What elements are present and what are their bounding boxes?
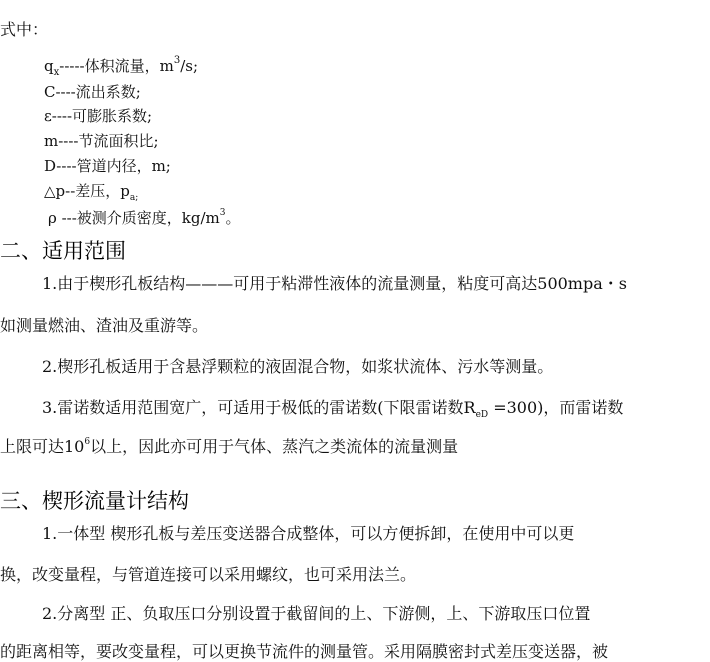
definition-rho: [48, 208, 241, 228]
symbol-q-sub: x: [53, 67, 60, 78]
section-2-p3-line2-tail: 以上，因此亦可用于气体、蒸汽之类流体的流量测量: [90, 437, 459, 456]
symbol-q: q: [44, 57, 54, 75]
section-2-p3-line1-tail: =300)，而雷诺数: [488, 398, 624, 417]
section-3-p1-line1: 1.一体型 楔形孔板与差压变送器合成整体，可以方便拆卸，在使用中可以更: [42, 524, 575, 543]
definition-rho-tail: 。: [225, 209, 241, 227]
section-2-p3-line2-text: 上限可达10: [0, 437, 85, 456]
definition-rho-exp: 3: [219, 208, 226, 218]
definition-dp-text: △p--差压，p: [44, 182, 130, 200]
definition-flow: [44, 56, 198, 76]
definition-dp-sub: a;: [129, 193, 139, 203]
definition-flow-exp: 3: [173, 55, 181, 66]
definition-dp: [44, 181, 138, 201]
power-exponent: 6: [84, 436, 91, 447]
definition-c: C----流出系数;: [44, 83, 141, 101]
section-2-heading: 二、适用范围: [0, 239, 126, 263]
intro-label: 式中：: [0, 20, 49, 39]
section-2-p3-line2: [0, 437, 458, 457]
definition-flow-unit: /s;: [180, 57, 199, 75]
section-2-p1-line2: 如测量燃油、渣油及重游等。: [0, 316, 209, 335]
section-2-p1-line1: 1.由于楔形孔板结构———可用于粘滞性液体的流量测量，粘度可高达500mpa・s: [42, 274, 627, 293]
section-2-p3-line1-text: 3.雷诺数适用范围宽广，可适用于极低的雷诺数(下限雷诺数R: [42, 398, 476, 417]
section-3-p2-line1: 2.分离型 正、负取压口分别设置于截留间的上、下游侧，上、下游取压口位置: [42, 604, 591, 623]
definition-m: m----节流面积比;: [44, 132, 159, 150]
section-2-p2: 2.楔形孔板适用于含悬浮颗粒的液固混合物，如浆状流体、污水等测量。: [42, 357, 554, 376]
section-3-p2-line2: 的距离相等，要改变量程，可以更换节流件的测量管。采用隔膜密封式差压变送器，被: [0, 642, 609, 661]
section-2-p3-line1: [42, 398, 624, 421]
definition-flow-text: -----体积流量，m: [59, 57, 174, 75]
section-3-p1-line2: 换，改变量程，与管道连接可以采用螺纹，也可采用法兰。: [0, 565, 417, 584]
definition-epsilon: ε----可膨胀系数;: [44, 107, 153, 125]
definition-rho-text: ρ ---被测介质密度，kg/m: [48, 209, 220, 227]
section-3-heading: 三、楔形流量计结构: [0, 489, 189, 513]
reynolds-subscript: eD: [475, 410, 489, 421]
definition-d: D----管道内径，m;: [44, 157, 171, 175]
